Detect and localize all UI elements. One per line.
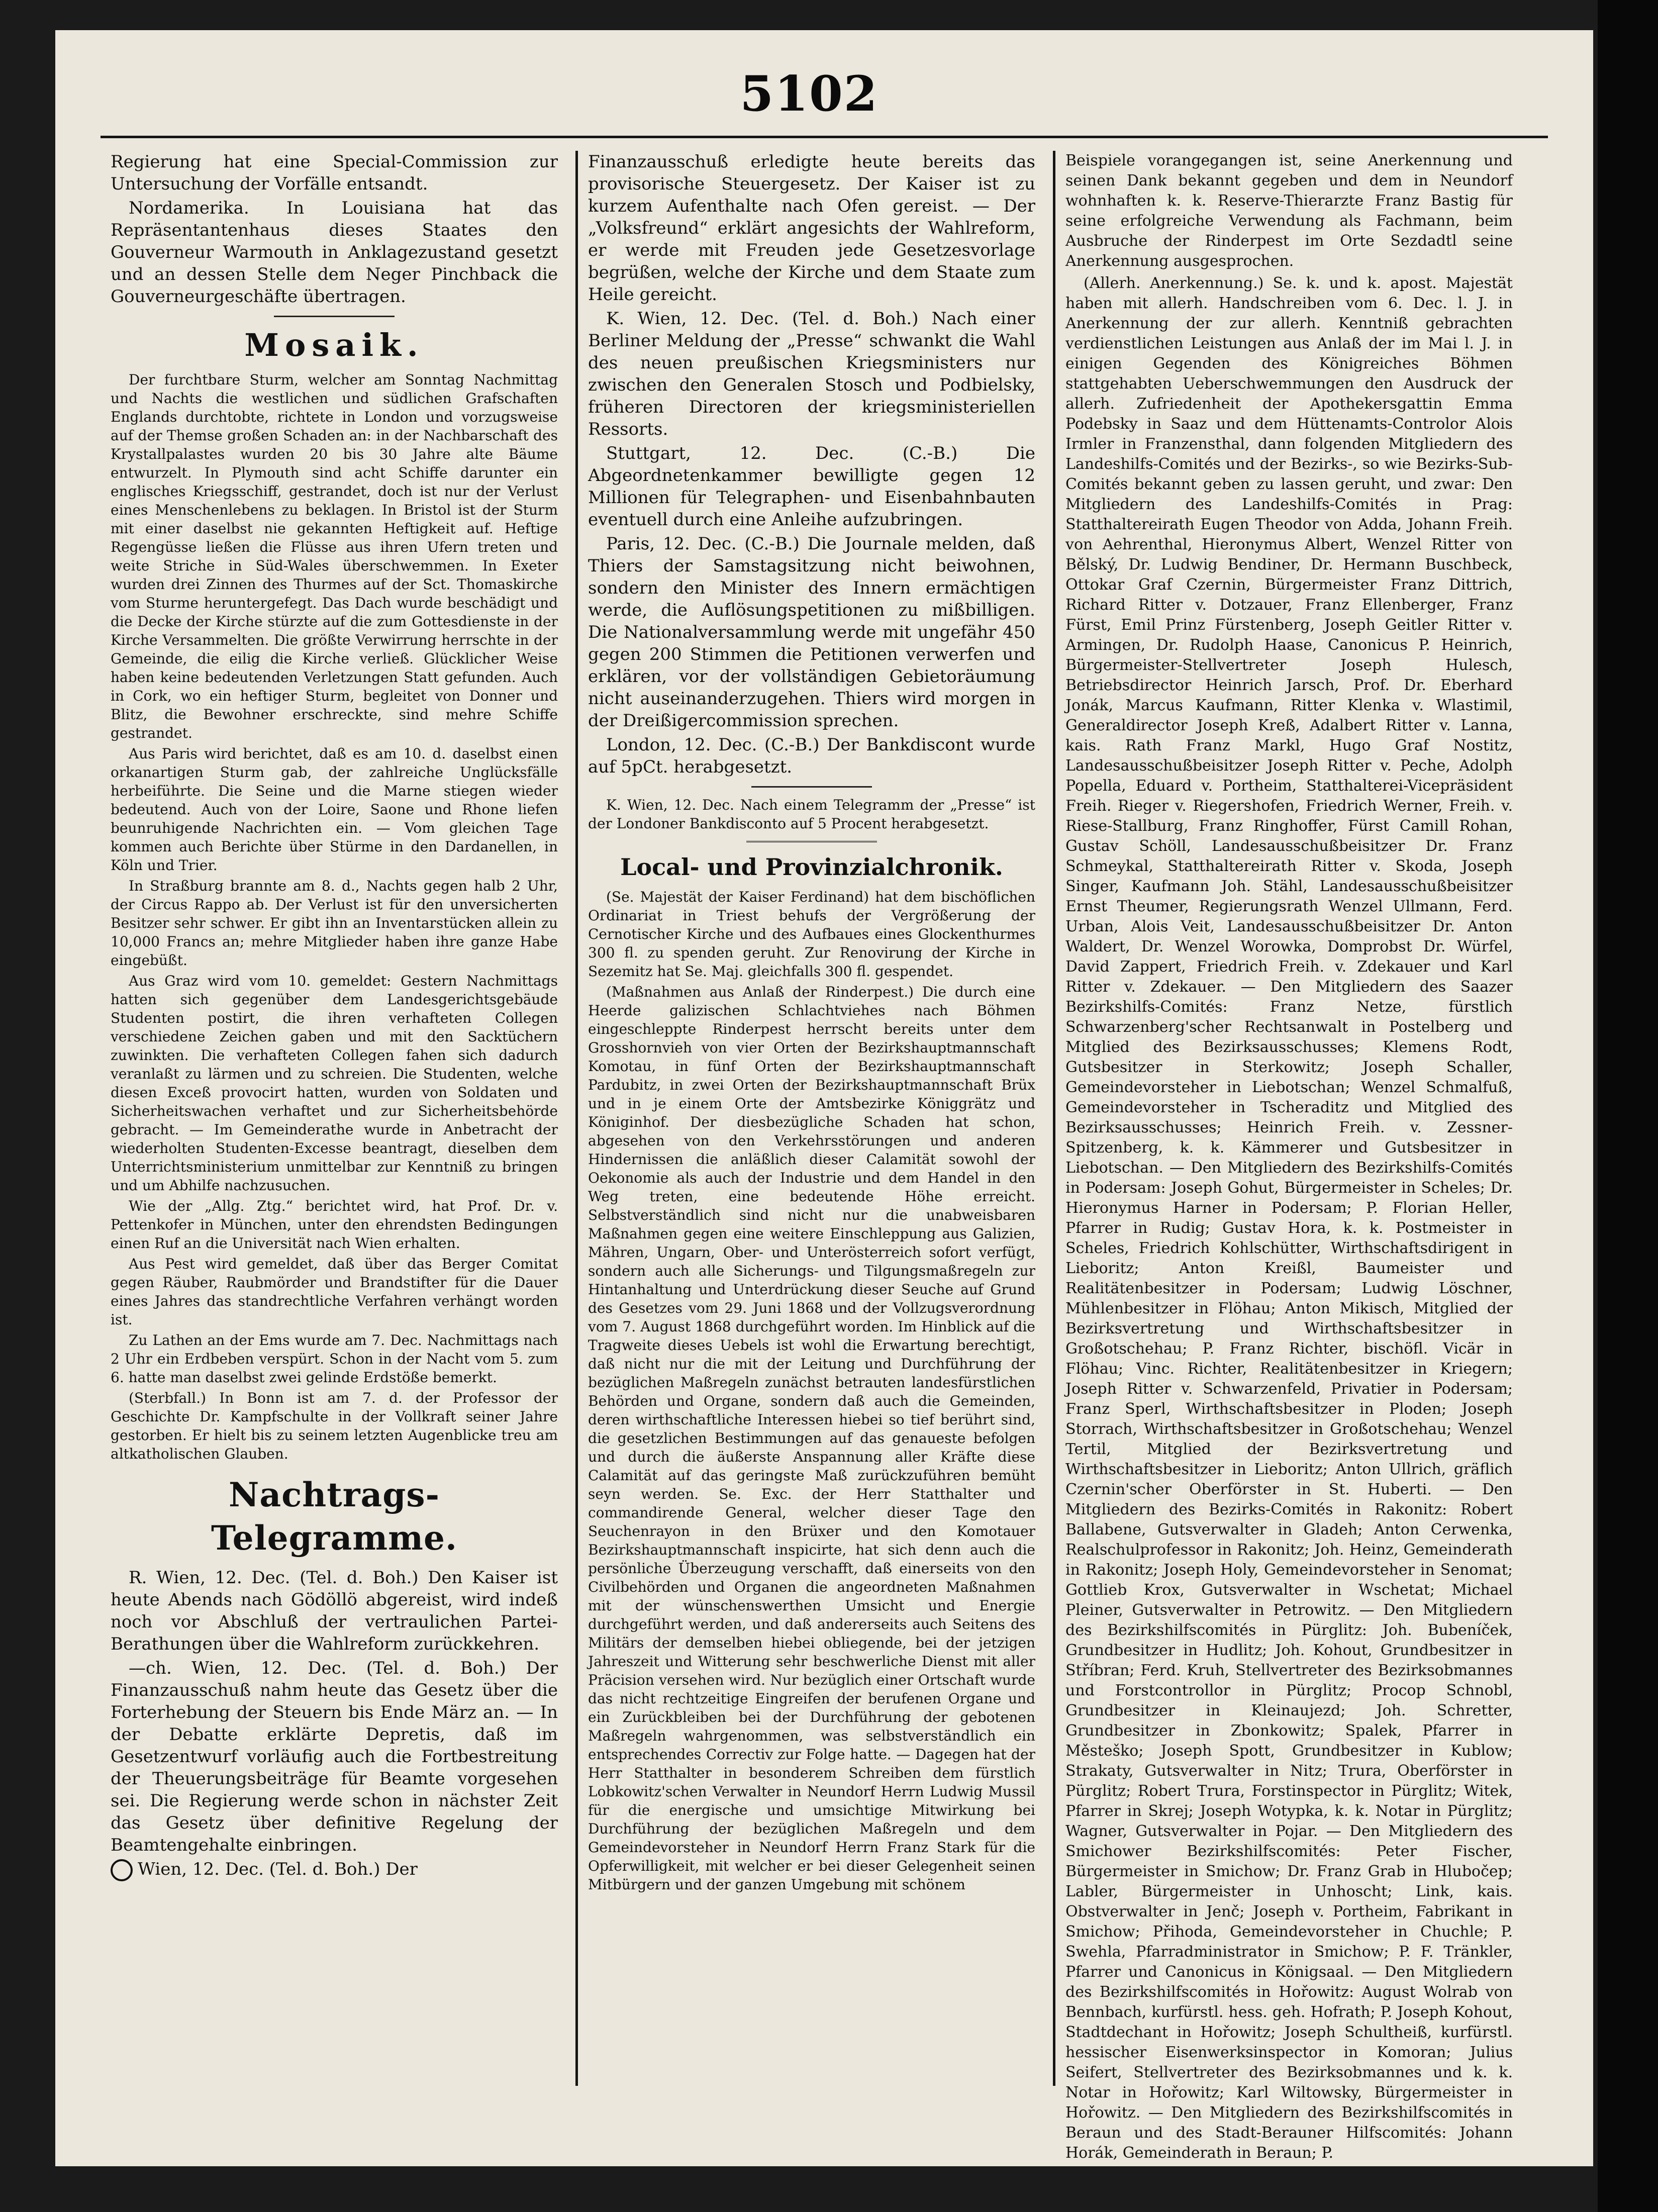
article-paragraph: (Se. Majestät der Kaiser Ferdinand) hat dem bischöflichen Ordinariat in Triest behufs der Vergrößerung der Cernotischer Kirche und des Aufbaues eines Glockenthurmes 300 fl. zu spenden geruht. Zur Renovirung der Kirche in Sezemitz hat Se. Maj. gleichfalls 300 fl. gespendet. bbox=[588, 889, 1035, 980]
column-2 bbox=[588, 151, 1035, 2101]
separator bbox=[746, 841, 877, 842]
article-paragraph: Aus Graz wird vom 10. gemeldet: Gestern Nachmittags hatten sich gegenüber dem Landesgerichtsgebäude Studenten postirt, die ihren verhafteten Collegen verschiedene Zeichen gaben und mit den Sacktüchern zuwinkten. Die verhafteten Collegen fahen sich dadurch veranlaßt zu lärmen und zu schreien. Die Studenten, welche diesen Exceß provocirt hatten, wurden von Soldaten und Sicherheitswachen verhaftet und zur Sicherheitsbehörde gebracht. — Im Gemeinderathe wurde in Anbetracht der wiederholten Studenten-Excesse beantragt, dieselben dem Unterrichtsministerium unmittelbar zur Kenntniß zu bringen und um Abhilfe nachzusuchen. bbox=[111, 973, 558, 1194]
article-paragraph: Aus Pest wird gemeldet, daß über das Berger Comitat gegen Räuber, Raubmörder und Brandstifter für die Dauer eines Jahres das standrechtliche Verfahren verhängt worden ist. bbox=[111, 1256, 558, 1328]
section-heading-local-chronik: Local- und Provinzialchronik. bbox=[620, 853, 1003, 881]
telegram-paragraph: Finanzausschuß erledigte heute bereits das provisorische Steuergesetz. Der Kaiser ist zu kurzem Aufenthalte nach Ofen gereist. — Der „Volksfreund“ erklärt angesichts der Wahlreform, er werde mit Freuden jede Gesetzesvorlage begrüßen, welche der Kirche und dem Staate zum Heile gereicht. bbox=[588, 152, 1035, 305]
column-1 bbox=[111, 151, 558, 2101]
article-paragraph: Aus Paris wird berichtet, daß es am 10. d. daselbst einen orkanartigen Sturm gab, der zahlreiche Unglücksfälle herbeiführte. Die Seine und die Marne stiegen wieder bedeutend. Auch von der Loire, Saone und Rhone liefen beunruhigende Nachrichten ein. — Vom gleichen Tage kommen auch Berichte über Stürme in den Dardanellen, in Köln und Trier. bbox=[111, 745, 558, 874]
article-paragraph: Regierung hat eine Special-Commission zur Untersuchung der Vorfälle entsandt. bbox=[111, 152, 558, 194]
header-rule bbox=[101, 136, 1548, 138]
telegram-paragraph: K. Wien, 12. Dec. (Tel. d. Boh.) Nach einer Berliner Meldung der „Presse“ schwankt die Wahl des neuen preußischen Kriegsministers nur zwischen den Generalen Stosch und Podbielsky, früheren Directoren der kriegsministeriellen Ressorts. bbox=[588, 309, 1035, 439]
article-paragraph: (Allerh. Anerkennung.) Se. k. und k. apost. Majestät haben mit allerh. Handschreiben vom 6. Dec. l. J. in Anerkennung der zur allerh. Kenntniß gebrachten verdienstlichen Leistungen aus Anlaß der im Mai l. J. in einigen Gegenden des Königreiches Böhmen stattgehabten Ueberschwemmungen den Ausdruck der allerh. Zufriedenheit der Apothekersgattin Emma Podebsky in Saaz und dem Hüttenamts-Controlor Alois Irmler in Franzensthal, dann folgenden Mitgliedern des Landeshilfs-Comités und der Bezirks-, so wie Bezirks-Sub-Comités bekannt geben zu lassen geruht, und zwar: Den Mitgliedern des Landeshilfs-Comités in Prag: Statthaltereirath Eugen Theodor von Adda, Johann Freih. von Aehrenthal, Hieronymus Albert, Wenzel Ritter von Bělský, Dr. Ludwig Bendiner, Dr. Hermann Buschbeck, Ottokar Graf Czernin, Bürgermeister Franz Dittrich, Richard Ritter v. Dotzauer, Franz Ellenberger, Franz Fürst, Emil Prinz Fürstenberg, Joseph Geitler Ritter v. Armingen, Dr. Rudolph Haase, Canonicus P. Heinrich, Bürgermeister-Stellvertreter Joseph Hulesch, Betriebsdirector Heinrich Jarsch, Prof. Dr. Eberhard Jonák, Marcus Kaufmann, Ritter Klenka v. Wlastimil, Generaldirector Joseph Kreß, Adalbert Ritter v. Lanna, kais. Rath Franz Markl, Hugo Graf Nostitz, Landesausschußbeisitzer Joseph Ritter v. Peche, Adolph Popella, Eduard v. Portheim, Statthalterei-Vicepräsident Freih. Rieger v. Riegershofen, Friedrich Werner, Freih. v. Riese-Stallburg, Franz Ringhoffer, Fürst Camill Rohan, Gustav Schöll, Landesausschußbeisitzer Dr. Franz Schmeykal, Statthaltereirath Ritter v. Skoda, Joseph Singer, Kaufmann Joh. Stähl, Landesausschußbeisitzer Ernst Theumer, Regierungsrath Wenzel Ullmann, Ferd. Urban, Alois Veit, Landesausschußbeisitzer Dr. Anton Waldert, Dr. Wenzel Worowka, Domprobst Dr. Würfel, David Zappert, Friedrich Freih. v. Zdekauer und Karl Ritter v. Zdekauer. — Den Mitgliedern des Saazer Bezirkshilfs-Comités: Franz Netze, fürstlich Schwarzenberg'scher Rechtsanwalt in Postelberg und Mitglied des Bezirksausschusses; Klemens Rodt, Gutsbesitzer in Sterkowitz; Joseph Schaller, Gemeindevorsteher in Liebotschan; Wenzel Schmalfuß, Gemeindevorsteher in Tscheraditz und Mitglied des Bezirksausschusses; Heinrich Freih. v. Zessner-Spitzenberg, k. k. Kämmerer und Gutsbesitzer in Liebotschan. — Den Mitgliedern des Bezirkshilfs-Comités in Podersam: Joseph Gohut, Bürgermeister in Scheles; Dr. Hieronymus Harner in Podersam; P. Florian Heller, Pfarrer in Rudig; Gustav Hora, k. k. Postmeister in Scheles, Friedrich Kohlschütter, Wirthschaftsdirigent in Lieboritz; Anton Kreißl, Baumeister und Realitätenbesitzer in Podersam; Ludwig Löschner, Mühlenbesitzer in Flöhau; Anton Mikisch, Mitglied der Bezirksvertretung und Wirthschaftsbesitzer in Großotschehau; P. Franz Richter, bischöfl. Vicär in Flöhau; Vinc. Richter, Realitätenbesitzer in Kriegern; Joseph Ritter v. Schwarzenfeld, Privatier in Podersam; Franz Sperl, Wirthschaftsbesitzer in Ploden; Joseph Storrach, Wirthschaftsbesitzer in Großotschehau; Wenzel Tertil, Mitglied der Bezirksvertretung und Wirthschaftsbesitzer in Lieboritz; Anton Ullrich, gräflich Czernin'scher Oberförster in St. Huberti. — Den Mitgliedern des Bezirks-Comités in Rakonitz: Robert Ballabene, Gutsverwalter in Gladeh; Anton Cerwenka, Realschulprofessor in Rakonitz; Joh. Heinz, Gemeinderath in Rakonitz; Joseph Holy, Gemeindevorsteher in Senomat; Gottlieb Krox, Gutsverwalter in Wschetat; Michael Pleiner, Gutsverwalter in Petrowitz. — Den Mitgliedern des Bezirkshilfscomités in Pürglitz: Joh. Bubeníček, Grundbesitzer in Hudlitz; Joh. Kohout, Grundbesitzer in Stříbran; Ferd. Kruh, Stellvertreter des Bezirksobmannes und Forstcontrollor in Pürglitz; Procop Schnobl, Grundbesitzer in Kleinaujezd; Joh. Schretter, Grundbesitzer in Zbonkowitz; Spalek, Pfarrer in Městeško; Joseph Spott, Grundbesitzer in Kublow; Strakaty, Gutsverwalter in Nitz; Trura, Oberförster in Pürglitz; Robert Trura, Forstinspector in Pürglitz; Witek, Pfarrer in Skrej; Joseph Wotypka, k. k. Notar in Pürglitz; Wagner, Gutsverwalter in Pojar. — Den Mitgliedern des Smichower Bezirkshilfscomités: Peter Fischer, Bürgermeister in Smichow; Dr. Franz Grab in Hlubočep; Labler, Bürgermeister in Unhoscht; Link, kais. Obstverwalter in Jenč; Joseph v. Portheim, Fabrikant in Smichow; Přihoda, Gemeindevorsteher in Chuchle; P. Swehla, Pfarradministrator in Smichow; P. F. Tränkler, Pfarrer und Canonicus in Königsaal. — Den Mitgliedern des Bezirkshilfscomités in Hořowitz: August Wolrab von Bennbach, kurfürstl. hess. geh. Hofrath; P. Joseph Kohout, Stadtdechant in Hořowitz; Joseph Schultheiß, kurfürstl. hessischer Eisenwerksinspector in Komoran; Julius Seifert, Stellvertreter des Bezirksobmannes und k. k. Notar in Hořowitz; Karl Wiltowsky, Bürgermeister in Hořowitz. — Den Mitgliedern des Bezirkshilfscomités in Beraun und des Stadt-Berauner Hilfscomités: Johann Horák, Gemeinderath in Beraun; P. bbox=[1065, 274, 1513, 2162]
article-paragraph: (Sterbfall.) In Bonn ist am 7. d. der Professor der Geschichte Dr. Kampfschulte in der Vollkraft seiner Jahre gestorben. Er hielt bis zu seinem letzten Augenblicke treu am altkatholischen Glauben. bbox=[111, 1390, 558, 1462]
telegram-paragraph: R. Wien, 12. Dec. (Tel. d. Boh.) Den Kaiser ist heute Abends nach Gödöllö abgereist, wird indeß noch vor Abschluß der vertraulichen Partei-Berathungen über die Wahlreform zurückkehren. bbox=[111, 1568, 558, 1654]
telegram-paragraph: Stuttgart, 12. Dec. (C.-B.) Die Abgeordnetenkammer bewilligte gegen 12 Millionen für Telegraphen- und Eisenbahnbauten eventuell durch eine Anleihe aufzubringen. bbox=[588, 443, 1035, 530]
column-rule-2 bbox=[1053, 151, 1055, 2086]
telegram-paragraph bbox=[111, 1858, 558, 1881]
article-paragraph: Wie der „Allg. Ztg.“ berichtet wird, hat Prof. Dr. v. Pettenkofer in München, unter den ehrendsten Bedingungen einen Ruf an die Universität nach Wien erhalten. bbox=[111, 1198, 558, 1252]
telegram-text: Wien, 12. Dec. (Tel. d. Boh.) Der bbox=[138, 1859, 418, 1879]
telegram-paragraph: K. Wien, 12. Dec. Nach einem Telegramm der „Presse“ ist der Londoner Bankdisconto auf 5 Procent herabgesetzt. bbox=[588, 797, 1035, 832]
column-3 bbox=[1065, 151, 1513, 2162]
separator bbox=[274, 316, 395, 317]
page-number: 5102 bbox=[740, 65, 879, 122]
circle-mark-icon bbox=[111, 1859, 133, 1881]
article-paragraph: (Maßnahmen aus Anlaß der Rinderpest.) Die durch eine Heerde galizischen Schlachtviehes nach Böhmen eingeschleppte Rinderpest herrscht bereits unter dem Grosshornvieh von vier Orten der Bezirkshauptmannschaft Komotau, in fünf Orten der Bezirkshauptmannschaft Pardubitz, in zwei Orten der Bezirkshauptmannschaft Brüx und in je einem Orte der Amtsbezirke Königgrätz und Königinhof. Der diesbezügliche Schaden hat schon, abgesehen von den Verkehrsstörungen und anderen Hindernissen die anläßlich dieser Calamität sowohl der Oekonomie als auch der Industrie und dem Handel in den Weg treten, eine bedeutende Höhe erreicht. Selbstverständlich sind nicht nur die unabweisbaren Maßnahmen gegen eine weitere Einschleppung aus Galizien, Mähren, Ungarn, Ober- und Unterösterreich sofort verfügt, sondern auch alle Sicherungs- und Tilgungsmaßregeln zur Hintanhaltung und Unterdrückung dieser Seuche auf Grund des Gesetzes vom 29. Juni 1868 und der Vollzugsverordnung vom 7. August 1868 durchgeführt worden. Im Hinblick auf die Tragweite dieses Uebels ist wohl die Erwartung berechtigt, daß nicht nur die mit der Leitung und Durchführung der bezüglichen Maßregeln zunächst betrauten landesfürstlichen Behörden und Organe, sondern daß auch die Gemeinden, deren wirthschaftliche Interessen hiebei so tief berührt sind, die gesetzlichen Bestimmungen auf das genaueste befolgen und durch die äußerste Anspannung aller Kräfte diese Calamität auf das geringste Maß zurückzuführen bemüht seyn werden. Se. Exc. der Herr Statthalter und commandirende General, welcher dieser Tage den Seuchenrayon in den Brüxer und den Komotauer Bezirkshauptmannschaft inspicirte, hat sich denn auch die persönliche Überzeugung verschafft, daß einerseits von den Civilbehörden und Organen die angeordneten Maßnahmen mit der wünschenswerthen Umsicht und Energie durchgeführt werden, und daß andererseits auch Seitens des Militärs der demselben hiebei obliegende, bei der jetzigen Jahreszeit und Witterung sehr beschwerliche Dienst mit aller Präcision versehen wird. Nur bezüglich einer Ortschaft wurde das nicht rechtzeitige Eingreifen der berufenen Organe und ein Zurückbleiben bei der Durchführung der gebotenen Maßregeln wahrgenommen, was selbstverständlich ein entsprechendes Correctiv zur Folge hatte. — Dagegen hat der Herr Statthalter in besonderem Schreiben dem fürstlich Lobkowitz'schen Verwalter in Neundorf Herrn Ludwig Mussil für die energische und umsichtige Mitwirkung bei Durchführung der bezüglichen Maßregeln und dem Gemeindevorsteher in Neundorf Herrn Franz Stark für die Opferwilligkeit, mit welcher er bei dieser Gelegenheit seinen Mitbürgern und der ganzen Umgebung mit schönem bbox=[588, 984, 1035, 1893]
section-heading-mosaik: Mosaik. bbox=[244, 327, 424, 363]
telegram-paragraph: —ch. Wien, 12. Dec. (Tel. d. Boh.) Der Finanzausschuß nahm heute das Gesetz über die Forterhebung der Steuern bis Ende März an. — In der Debatte erklärte Depretis, daß im Gesetzentwurf vorläufig auch die Fortbestreitung der Theuerungsbeiträge für Beamte vorgesehen sei. Die Regierung werde schon in nächster Zeit das Gesetz über definitive Regelung der Beamtengehalte einbringen. bbox=[111, 1658, 558, 1855]
section-heading-nachtrags-telegramme: Nachtrags-Telegramme. bbox=[211, 1475, 457, 1558]
article-paragraph: Zu Lathen an der Ems wurde am 7. Dec. Nachmittags nach 2 Uhr ein Erdbeben verspürt. Schon in der Nacht vom 5. zum 6. hatte man daselbst zwei gelinde Erdstöße bemerkt. bbox=[111, 1332, 558, 1386]
column-rule-1 bbox=[575, 151, 578, 2086]
telegram-paragraph: London, 12. Dec. (C.-B.) Der Bankdiscont wurde auf 5pCt. herabgesetzt. bbox=[588, 735, 1035, 777]
scan-edge bbox=[1598, 0, 1658, 2212]
article-paragraph: Der furchtbare Sturm, welcher am Sonntag Nachmittag und Nachts die westlichen und südlichen Grafschaften Englands durchtobte, richtete in London und vorzugsweise auf der Themse großen Schaden an: in der Nachbarschaft des Krystallpalastes wurden 20 bis 30 Jahre alte Bäume entwurzelt. In Plymouth sind acht Schiffe darunter ein englisches Kriegsschiff, gestrandet, doch ist nur der Verlust eines Menschenlebens zu beklagen. In Bristol ist der Sturm mit einer daselbst nie gekannten Heftigkeit auf. Heftige Regengüsse ließen die Flüsse aus ihren Ufern treten und weite Striche in Süd-Wales überschwemmen. In Exeter wurden drei Zinnen des Thurmes auf der Sct. Thomaskirche vom Sturme heruntergefegt. Das Dach wurde beschädigt und die Decke der Kirche stürzte auf die zum Gottesdienste in der Kirche Versammelten. Die größte Verwirrung herrschte in der Gemeinde, die eilig die Kirche verließ. Glücklicher Weise haben keine bedeutenden Verletzungen Statt gefunden. Auch in Cork, wo ein heftiger Sturm, begleitet von Donner und Blitz, die Bewohner erschreckte, sind mehre Schiffe gestrandet. bbox=[111, 371, 558, 741]
article-paragraph: Beispiele vorangegangen ist, seine Anerkennung und seinen Dank bekannt gegeben und dem in Neundorf wohnhaften k. k. Reserve-Thierarzte Franz Bastig für seine erfolgreiche Verwendung als Fachmann, beim Ausbruche der Rinderpest im Orte Sezdadtl seine Anerkennung ausgesprochen. bbox=[1065, 152, 1513, 270]
article-nordamerika: Nordamerika. In Louisiana hat das Repräsentantenhaus dieses Staates den Gouverneur Warmouth in Anklagezustand gesetzt und an dessen Stelle dem Neger Pinchback die Gouverneurgeschäfte übertragen. bbox=[111, 198, 558, 307]
telegram-paragraph: Paris, 12. Dec. (C.-B.) Die Journale melden, daß Thiers der Samstagsitzung nicht beiwohnen, sondern den Minister des Innern ermächtigen werde, die Auflösungspetitionen zu mißbilligen. Die Nationalversammlung werde mit ungefähr 450 gegen 200 Stimmen die Petitionen verwerfen und erklären, vor der vollständigen Gebietoräumung nicht auseinanderzugehen. Thiers wird morgen in der Dreißigercommission sprechen. bbox=[588, 534, 1035, 731]
separator bbox=[751, 786, 872, 788]
article-paragraph: In Straßburg brannte am 8. d., Nachts gegen halb 2 Uhr, der Circus Rappo ab. Der Verlust ist für den unversicherten Besitzer sehr schwer. Er gibt ihn an Inventarstücken allein zu 10,000 Francs an; mehre Mitglieder haben ihre ganze Habe eingebüßt. bbox=[111, 878, 558, 969]
